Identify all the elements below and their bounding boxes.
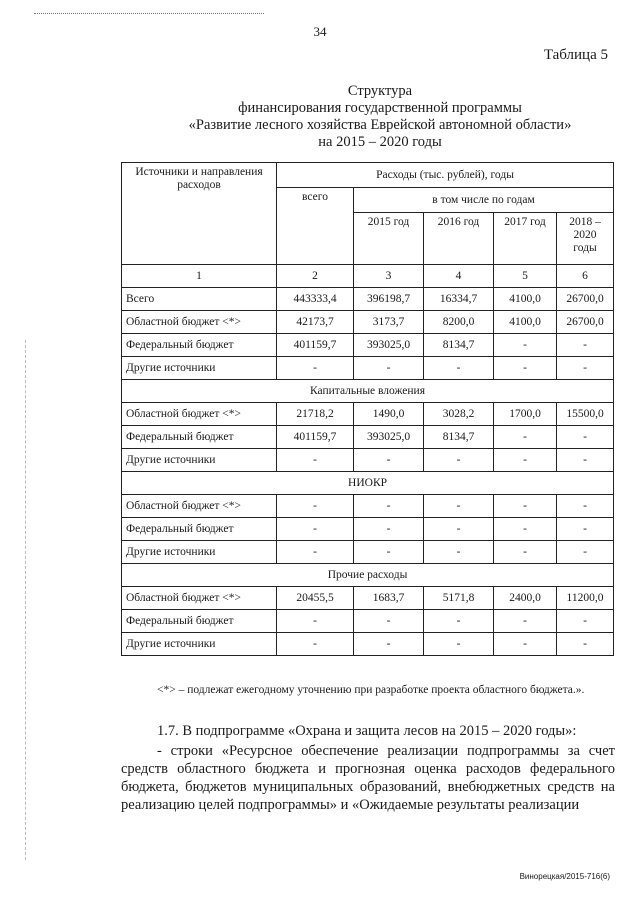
row-label: Другие источники <box>122 633 277 656</box>
paragraph: 1.7. В подпрограмме «Охрана и защита лесов на 2015 – 2020 годы»: <box>157 723 577 739</box>
cell-value: - <box>557 449 614 472</box>
cell-value: 8134,7 <box>424 426 494 449</box>
cell-value: 8200,0 <box>424 311 494 334</box>
cell-value: - <box>494 449 557 472</box>
cell-value: 11200,0 <box>557 587 614 610</box>
section-row <box>122 380 614 403</box>
table-row <box>122 633 614 656</box>
cell-value: - <box>354 357 424 380</box>
header-expenses: Расходы (тыс. рублей), годы <box>277 163 614 188</box>
cell-value: 4100,0 <box>494 288 557 311</box>
table-row <box>122 449 614 472</box>
cell-value: - <box>494 334 557 357</box>
section-row <box>122 472 614 495</box>
row-label: Федеральный бюджет <box>122 518 277 541</box>
cell-value: - <box>494 426 557 449</box>
cell-value: - <box>494 633 557 656</box>
cell-value: - <box>424 633 494 656</box>
cell-value: - <box>277 357 354 380</box>
cell-value: 3028,2 <box>424 403 494 426</box>
cell-value: - <box>277 541 354 564</box>
row-label: Федеральный бюджет <box>122 426 277 449</box>
registry-number: Винорецкая/2015-716(6) <box>519 872 610 881</box>
cell-value: 26700,0 <box>557 311 614 334</box>
scan-artifact <box>34 13 264 16</box>
page-number: 34 <box>313 24 327 39</box>
row-label: Областной бюджет <*> <box>122 495 277 518</box>
column-index: 5 <box>494 265 557 288</box>
table-row <box>122 495 614 518</box>
cell-value: - <box>277 495 354 518</box>
cell-value: 26700,0 <box>557 288 614 311</box>
cell-value: - <box>354 518 424 541</box>
section-title: Прочие расходы <box>122 564 614 587</box>
cell-value: 401159,7 <box>277 334 354 357</box>
column-index: 1 <box>122 265 277 288</box>
cell-value: - <box>277 518 354 541</box>
table-row <box>122 426 614 449</box>
title-line: Структура <box>347 83 413 99</box>
cell-value: - <box>557 633 614 656</box>
table-row <box>122 541 614 564</box>
cell-value: - <box>494 541 557 564</box>
cell-value: 4100,0 <box>494 311 557 334</box>
row-label: Федеральный бюджет <box>122 610 277 633</box>
row-label: Другие источники <box>122 541 277 564</box>
section-row <box>122 564 614 587</box>
financing-table <box>121 162 614 656</box>
cell-value: - <box>424 357 494 380</box>
row-label: Областной бюджет <*> <box>122 311 277 334</box>
cell-value: - <box>277 633 354 656</box>
margin-line <box>25 340 26 860</box>
paragraph: - строки «Ресурсное обеспечение реализации подпрограммы за счет средств областного бюджета и прогнозная оценка расходов федерального бюджета, бюджетов муниципальных образований, внебюджетных средств на реализацию целей подпрограммы» и «Ожидаемые результаты реализации <box>121 743 615 813</box>
cell-value: - <box>354 633 424 656</box>
cell-value: - <box>557 518 614 541</box>
cell-value: - <box>277 610 354 633</box>
cell-value: 3173,7 <box>354 311 424 334</box>
cell-value: - <box>354 449 424 472</box>
cell-value: - <box>494 495 557 518</box>
header-by-year: в том числе по годам <box>354 188 614 213</box>
table-label: Таблица 5 <box>543 47 608 63</box>
header-year: 2015 год <box>354 213 424 265</box>
title-line: «Развитие лесного хозяйства Еврейской автономной области» <box>188 117 572 133</box>
table-row <box>122 334 614 357</box>
header-total: всего <box>277 188 354 265</box>
column-index-row <box>122 265 614 288</box>
title-line: на 2015 – 2020 годы <box>318 134 442 150</box>
cell-value: 16334,7 <box>424 288 494 311</box>
table-row <box>122 288 614 311</box>
header-sources: Источники и направления расходов <box>122 163 277 265</box>
cell-value: 393025,0 <box>354 426 424 449</box>
cell-value: - <box>494 518 557 541</box>
row-label: Другие источники <box>122 449 277 472</box>
cell-value: - <box>277 449 354 472</box>
table-row <box>122 518 614 541</box>
cell-value: - <box>354 541 424 564</box>
cell-value: - <box>557 610 614 633</box>
cell-value: 1490,0 <box>354 403 424 426</box>
cell-value: 2400,0 <box>494 587 557 610</box>
title-line: финансирования государственной программы <box>238 100 522 116</box>
cell-value: - <box>557 426 614 449</box>
cell-value: 15500,0 <box>557 403 614 426</box>
cell-value: - <box>557 495 614 518</box>
table-row <box>122 587 614 610</box>
cell-value: 8134,7 <box>424 334 494 357</box>
cell-value: 21718,2 <box>277 403 354 426</box>
table-row <box>122 311 614 334</box>
section-title: НИОКР <box>122 472 614 495</box>
cell-value: 401159,7 <box>277 426 354 449</box>
cell-value: 1700,0 <box>494 403 557 426</box>
header-year: 2016 год <box>424 213 494 265</box>
footnote: <*> – подлежат ежегодному уточнению при разработке проекта областного бюджета.». <box>157 684 585 696</box>
cell-value: 443333,4 <box>277 288 354 311</box>
cell-value: - <box>494 610 557 633</box>
cell-value: 393025,0 <box>354 334 424 357</box>
column-index: 6 <box>557 265 614 288</box>
table-row <box>122 357 614 380</box>
cell-value: - <box>424 449 494 472</box>
row-label: Областной бюджет <*> <box>122 587 277 610</box>
cell-value: 396198,7 <box>354 288 424 311</box>
header-row <box>122 163 614 188</box>
cell-value: 1683,7 <box>354 587 424 610</box>
table-row <box>122 403 614 426</box>
cell-value: - <box>557 541 614 564</box>
cell-value: - <box>424 495 494 518</box>
column-index: 3 <box>354 265 424 288</box>
cell-value: - <box>424 518 494 541</box>
row-label: Федеральный бюджет <box>122 334 277 357</box>
cell-value: - <box>354 610 424 633</box>
cell-value: - <box>494 357 557 380</box>
row-label: Другие источники <box>122 357 277 380</box>
cell-value: - <box>424 541 494 564</box>
cell-value: - <box>557 334 614 357</box>
row-label: Всего <box>122 288 277 311</box>
cell-value: 5171,8 <box>424 587 494 610</box>
section-title: Капитальные вложения <box>122 380 614 403</box>
cell-value: 20455,5 <box>277 587 354 610</box>
cell-value: - <box>354 495 424 518</box>
header-year: 2018 – 2020 годы <box>557 213 614 265</box>
cell-value: - <box>557 357 614 380</box>
header-year: 2017 год <box>494 213 557 265</box>
document-title <box>120 83 640 151</box>
column-index: 4 <box>424 265 494 288</box>
column-index: 2 <box>277 265 354 288</box>
cell-value: 42173,7 <box>277 311 354 334</box>
row-label: Областной бюджет <*> <box>122 403 277 426</box>
cell-value: - <box>424 610 494 633</box>
table-row <box>122 610 614 633</box>
